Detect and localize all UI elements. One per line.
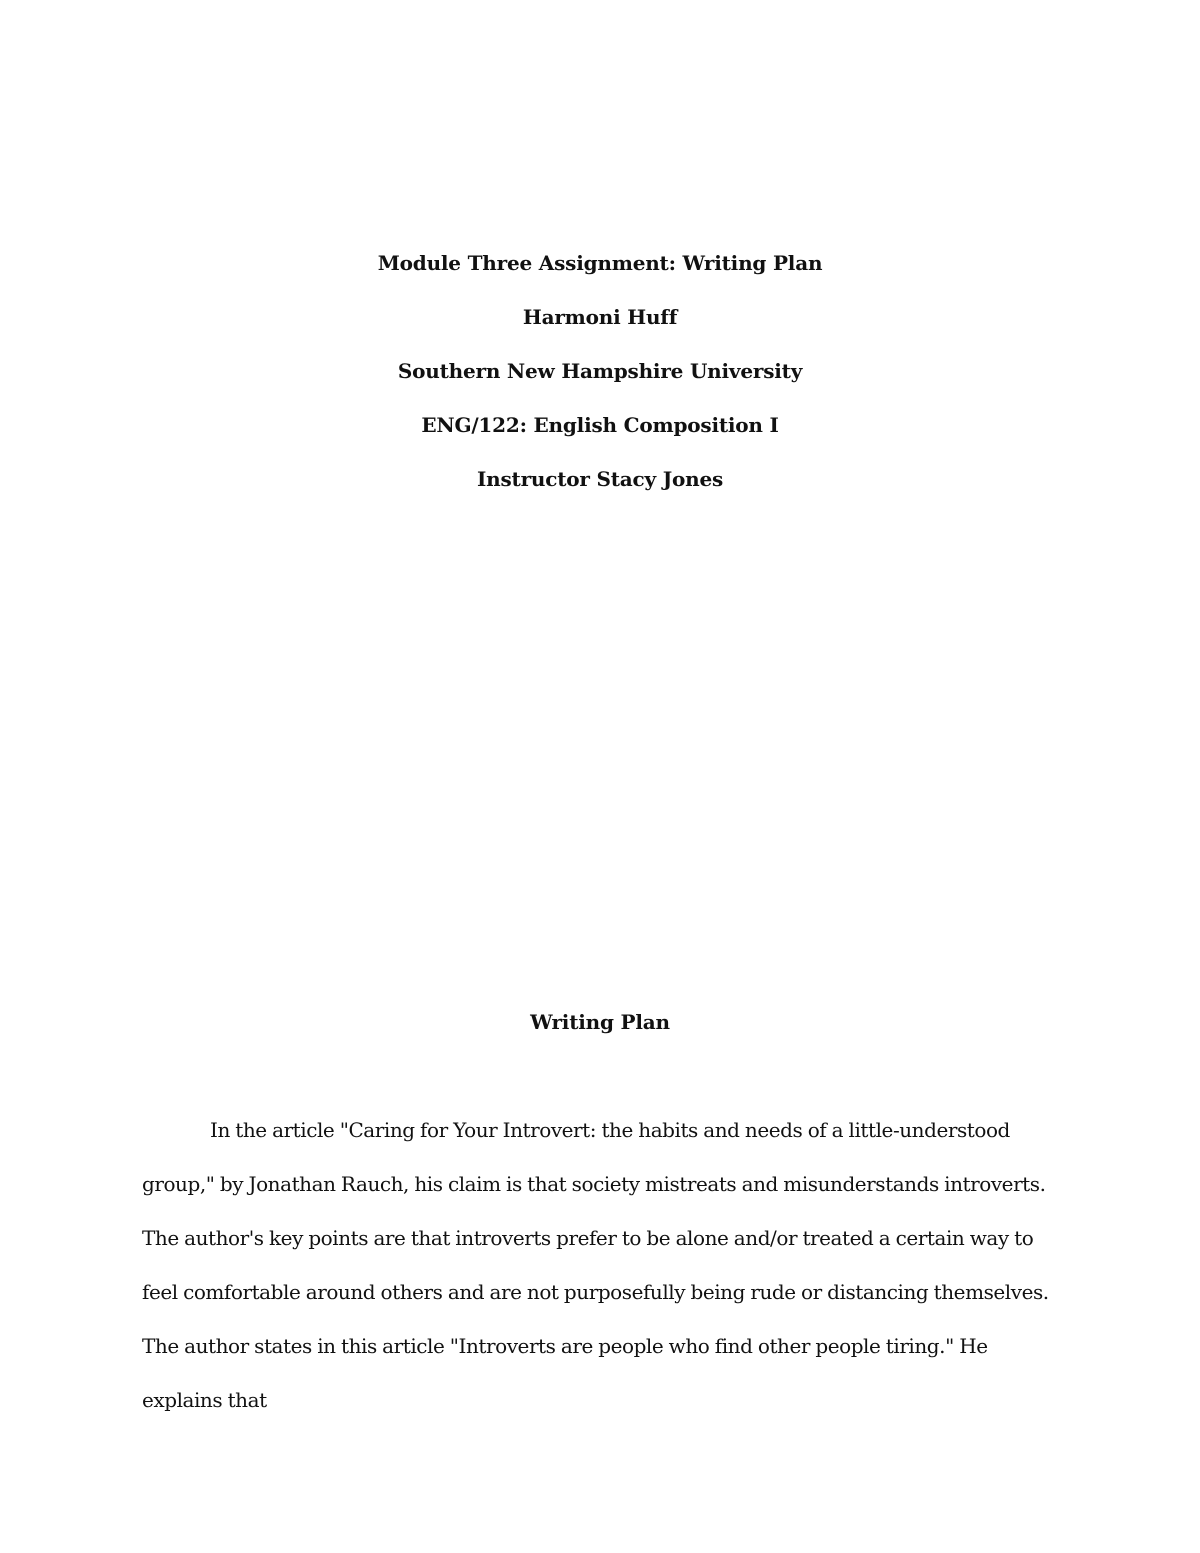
course-name: ENG/122: English Composition I — [421, 413, 779, 437]
title-block — [0, 236, 1200, 506]
author-name: Harmoni Huff — [522, 305, 678, 329]
body-paragraph-container — [142, 1103, 1062, 1427]
institution-name: Southern New Hampshire University — [397, 359, 803, 383]
instructor-name: Instructor Stacy Jones — [476, 467, 724, 491]
section-heading: Writing Plan — [530, 1010, 670, 1034]
body-paragraph: In the article "Caring for Your Introvert: the habits and needs of a little-understood group," by Jonathan Rauch, his claim is that society mistreats and misunderstands introverts. The author's key points are that introverts prefer to be alone and/or treated a certain way to feel comfortable around others and are not purposefully being rude or distancing themselves. The author states in this article "Introverts are people who find other people tiring." He explains that — [142, 1118, 1049, 1412]
assignment-title: Module Three Assignment: Writing Plan — [377, 251, 823, 275]
